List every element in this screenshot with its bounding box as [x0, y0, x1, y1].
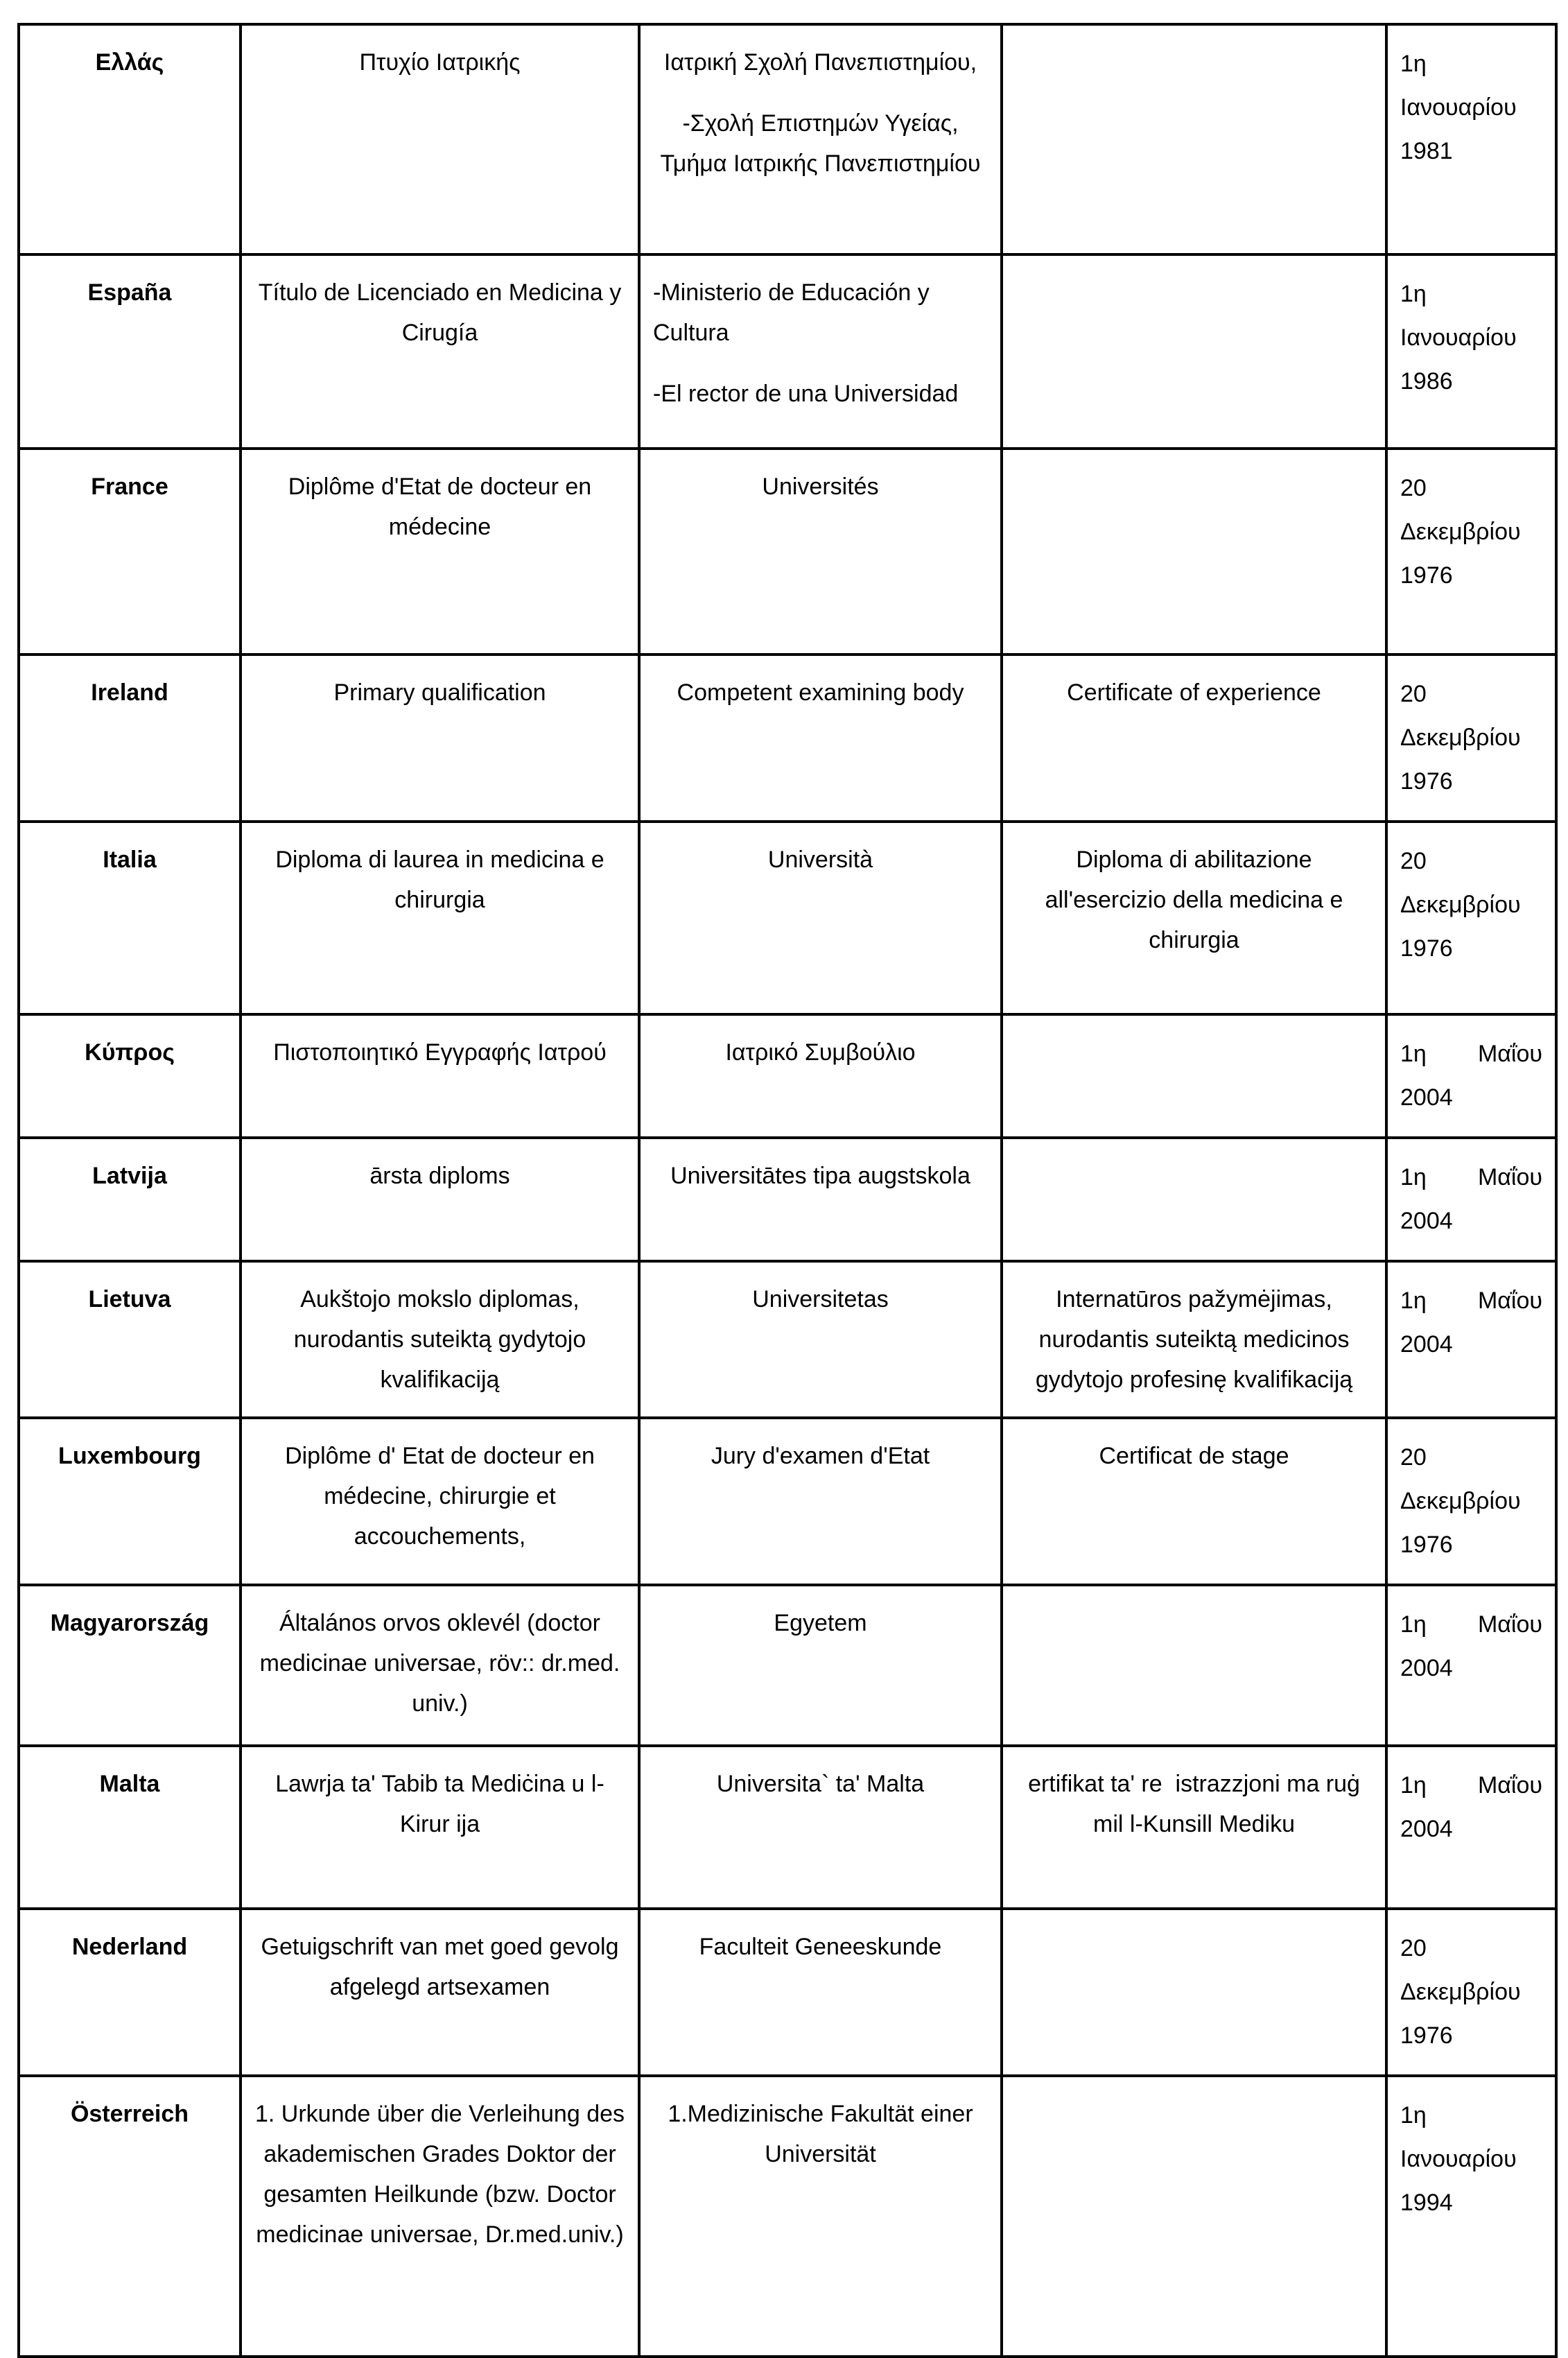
awarding-body-cell	[639, 1261, 1002, 1418]
date-word: 1986	[1400, 368, 1453, 395]
qualification-cell	[241, 1138, 639, 1261]
paragraph: ertifikat ta' re istrazzjoni ma ruġ mil l-Kunsill Mediku	[1028, 1771, 1367, 1837]
date-word: Μαΐου	[1477, 1772, 1542, 1798]
date-line	[1400, 272, 1542, 316]
date-line	[1400, 42, 1542, 86]
awarding-body-cell	[639, 254, 1002, 449]
date-word: 2004	[1400, 1084, 1453, 1111]
certificate-cell	[1002, 1418, 1386, 1585]
awarding-body-cell	[639, 1418, 1002, 1585]
paragraph: -Σχολή Επιστημών Υγείας, Τμήμα Ιατρικής Πανεπιστημίου	[660, 110, 981, 177]
date-word: 1η	[1400, 51, 1427, 77]
country-cell: España	[19, 254, 241, 449]
date-word: Μαΐου	[1477, 1611, 1542, 1638]
paragraph: Competent examining body	[677, 679, 964, 706]
date-line	[1400, 1927, 1542, 1970]
paragraph: Egyetem	[774, 1610, 867, 1636]
country-cell: Nederland	[19, 1909, 241, 2076]
date-line	[1400, 316, 1542, 360]
date-line	[1400, 1603, 1542, 1647]
date-line	[1400, 1480, 1542, 1523]
date-line	[1400, 2014, 1542, 2058]
paragraph: Diploma di laurea in medicina e chirurgia	[275, 847, 611, 913]
paragraph: -Ministerio de Educación y Cultura	[653, 279, 937, 346]
table-row	[19, 822, 1556, 1014]
table-row	[19, 654, 1556, 822]
paragraph: Aukštojo mokslo diplomas, nurodantis suteiktą gydytojo kvalifikaciją	[293, 1286, 593, 1393]
awarding-body-cell	[639, 449, 1002, 654]
date-word: 1η	[1400, 281, 1427, 307]
date-word: 1η	[1400, 1164, 1427, 1190]
date-line	[1400, 467, 1542, 510]
date-line	[1400, 883, 1542, 927]
date-line	[1400, 510, 1542, 554]
country-cell: Luxembourg	[19, 1418, 241, 1585]
date-line	[1400, 2094, 1542, 2138]
date-cell	[1386, 1138, 1556, 1261]
date-cell	[1386, 24, 1556, 254]
certificate-cell	[1002, 1746, 1386, 1909]
date-line	[1400, 927, 1542, 971]
paragraph: Título de Licenciado en Medicina y Cirugía	[258, 279, 628, 346]
date-line	[1400, 1076, 1542, 1120]
table-row	[19, 24, 1556, 254]
table-row	[19, 1909, 1556, 2076]
date-word: 2004	[1400, 1208, 1453, 1234]
qualification-cell	[241, 1746, 639, 1909]
date-line	[1400, 1032, 1542, 1076]
awarding-body-cell	[639, 1014, 1002, 1138]
qualification-cell	[241, 449, 639, 654]
date-line	[1400, 1647, 1542, 1690]
paragraph: Diploma di abilitazione all'esercizio della medicina e chirurgia	[1045, 847, 1350, 953]
date-cell	[1386, 1746, 1556, 1909]
paragraph: Università	[767, 847, 873, 873]
paragraph: Diplôme d' Etat de docteur en médecine, chirurgie et accouchements,	[285, 1443, 602, 1550]
date-word: 1η	[1400, 1772, 1427, 1798]
paragraph: Ιατρικό Συμβούλιο	[725, 1039, 916, 1066]
table-row	[19, 1746, 1556, 1909]
paragraph: Jury d'examen d'Etat	[711, 1443, 930, 1469]
paragraph: Faculteit Geneeskunde	[699, 1934, 942, 1960]
awarding-body-cell	[639, 654, 1002, 822]
certificate-cell	[1002, 1014, 1386, 1138]
paragraph: ārsta diploms	[369, 1163, 510, 1189]
date-line	[1400, 360, 1542, 404]
date-cell	[1386, 254, 1556, 449]
paragraph: Πιστοποιητικό Εγγραφής Ιατρού	[273, 1039, 607, 1066]
date-word: Μαΐου	[1477, 1288, 1542, 1314]
date-line	[1400, 1970, 1542, 2014]
certificate-cell	[1002, 1261, 1386, 1418]
paragraph: Universitātes tipa augstskola	[670, 1163, 970, 1189]
date-line	[1400, 716, 1542, 760]
qualification-cell	[241, 24, 639, 254]
date-line	[1400, 673, 1542, 716]
awarding-body-cell	[639, 1138, 1002, 1261]
paragraph: Getuigschrift van met goed gevolg afgelegd artsexamen	[261, 1934, 625, 2000]
date-word: 20	[1400, 1935, 1427, 1961]
date-cell	[1386, 2076, 1556, 2357]
awarding-body-cell	[639, 822, 1002, 1014]
date-word: 20	[1400, 681, 1427, 707]
date-line	[1400, 554, 1542, 598]
certificate-cell	[1002, 1909, 1386, 2076]
date-word: Δεκεμβρίου	[1400, 892, 1521, 918]
certificate-cell	[1002, 1138, 1386, 1261]
certificate-cell	[1002, 822, 1386, 1014]
paragraph: Certificat de stage	[1099, 1443, 1289, 1469]
date-word: Ιανουαρίου	[1400, 94, 1517, 121]
paragraph: Általános orvos oklevél (doctor medicinae universae, röv:: dr.med. univ.)	[259, 1610, 627, 1717]
country-cell: Lietuva	[19, 1261, 241, 1418]
certificate-cell	[1002, 2076, 1386, 2357]
date-word: 1η	[1400, 1611, 1427, 1638]
date-cell	[1386, 654, 1556, 822]
date-cell	[1386, 1418, 1556, 1585]
table-row	[19, 1014, 1556, 1138]
date-word: Μαΐου	[1477, 1041, 1542, 1067]
paragraph: Lawrja ta' Tabib ta Mediċina u l-Kirur ija	[275, 1771, 604, 1837]
date-line	[1400, 1156, 1542, 1199]
table-row	[19, 2076, 1556, 2357]
paragraph: Diplôme d'Etat de docteur en médecine	[288, 474, 598, 540]
date-line	[1400, 130, 1542, 173]
awarding-body-cell	[639, 1585, 1002, 1746]
date-line	[1400, 1807, 1542, 1851]
qualification-cell	[241, 822, 639, 1014]
table-row	[19, 1261, 1556, 1418]
date-word: 1η	[1400, 2102, 1427, 2129]
awarding-body-cell	[639, 24, 1002, 254]
qualification-cell	[241, 254, 639, 449]
date-line	[1400, 1523, 1542, 1567]
country-cell: Österreich	[19, 2076, 241, 2357]
date-word: 2004	[1400, 1655, 1453, 1681]
date-word: 20	[1400, 475, 1427, 501]
country-cell: Ελλάς	[19, 24, 241, 254]
country-cell: Malta	[19, 1746, 241, 1909]
certificate-cell	[1002, 449, 1386, 654]
date-word: 1η	[1400, 1041, 1427, 1067]
qualification-cell	[241, 2076, 639, 2357]
awarding-body-cell	[639, 1746, 1002, 1909]
date-word: 1976	[1400, 935, 1453, 962]
date-word: Μαΐου	[1477, 1164, 1542, 1190]
date-word: 1976	[1400, 562, 1453, 589]
date-cell	[1386, 1261, 1556, 1418]
date-word: 1η	[1400, 1288, 1427, 1314]
qualification-cell	[241, 1014, 639, 1138]
table-row	[19, 1138, 1556, 1261]
date-line	[1400, 1279, 1542, 1323]
date-word: 2004	[1400, 1816, 1453, 1842]
qualification-cell	[241, 1909, 639, 2076]
paragraph: Ιατρική Σχολή Πανεπιστημίου,	[663, 49, 977, 76]
date-cell	[1386, 1014, 1556, 1138]
date-cell	[1386, 449, 1556, 654]
country-cell: Κύπρος	[19, 1014, 241, 1138]
date-word: Ιανουαρίου	[1400, 2146, 1517, 2172]
qualification-cell	[241, 1418, 639, 1585]
date-word: 1976	[1400, 768, 1453, 795]
country-cell: Ireland	[19, 654, 241, 822]
table-wrap	[17, 23, 1555, 2358]
qualification-cell	[241, 1261, 639, 1418]
paragraph: Internatūros pažymėjimas, nurodantis suteiktą medicinos gydytojo profesinę kvalifikaciją	[1035, 1286, 1356, 1393]
date-cell	[1386, 1585, 1556, 1746]
date-line	[1400, 1323, 1542, 1367]
date-word: 1976	[1400, 1532, 1453, 1558]
qualifications-table	[17, 23, 1558, 2358]
date-word: 20	[1400, 1444, 1427, 1471]
certificate-cell	[1002, 1585, 1386, 1746]
date-word: Δεκεμβρίου	[1400, 725, 1521, 751]
date-line	[1400, 1764, 1542, 1807]
date-line	[1400, 86, 1542, 130]
country-cell: Latvija	[19, 1138, 241, 1261]
date-line	[1400, 1436, 1542, 1480]
certificate-cell	[1002, 254, 1386, 449]
date-word: 1994	[1400, 2190, 1453, 2216]
country-cell: Italia	[19, 822, 241, 1014]
date-word: Δεκεμβρίου	[1400, 1979, 1521, 2005]
paragraph: 1.Medizinische Fakultät einer Universität	[668, 2101, 980, 2167]
date-word: 1981	[1400, 138, 1453, 164]
paragraph: 1. Urkunde über die Verleihung des akademischen Grades Doktor der gesamten Heilkunde (bzw. Doctor medicinae universae, Dr.med.univ.)	[254, 2101, 631, 2248]
country-cell: France	[19, 449, 241, 654]
country-cell: Magyarország	[19, 1585, 241, 1746]
date-word: 1976	[1400, 2022, 1453, 2049]
date-line	[1400, 2181, 1542, 2225]
awarding-body-cell	[639, 1909, 1002, 2076]
date-line	[1400, 840, 1542, 883]
date-word: Δεκεμβρίου	[1400, 1488, 1521, 1514]
date-word: 2004	[1400, 1331, 1453, 1358]
date-word: 20	[1400, 848, 1427, 874]
certificate-cell	[1002, 24, 1386, 254]
certificate-cell	[1002, 654, 1386, 822]
date-line	[1400, 2138, 1542, 2181]
date-cell	[1386, 822, 1556, 1014]
date-line	[1400, 760, 1542, 804]
qualification-cell	[241, 654, 639, 822]
paragraph: Primary qualification	[333, 679, 546, 706]
paragraph: -El rector de una Universidad	[653, 381, 959, 407]
paragraph: Certificate of experience	[1067, 679, 1321, 706]
date-cell	[1386, 1909, 1556, 2076]
date-word: Δεκεμβρίου	[1400, 519, 1521, 545]
paragraph: Πτυχίο Ιατρικής	[359, 49, 521, 76]
paragraph: Universitetas	[752, 1286, 889, 1312]
paragraph: Universités	[762, 474, 879, 500]
paragraph: Universita` ta' Malta	[716, 1771, 925, 1797]
qualification-cell	[241, 1585, 639, 1746]
date-line	[1400, 1199, 1542, 1243]
date-word: Ιανουαρίου	[1400, 324, 1517, 351]
table-row	[19, 449, 1556, 654]
table-row	[19, 1585, 1556, 1746]
table-row	[19, 254, 1556, 449]
qualifications-table-body	[19, 24, 1556, 2357]
table-row	[19, 1418, 1556, 1585]
awarding-body-cell	[639, 2076, 1002, 2357]
